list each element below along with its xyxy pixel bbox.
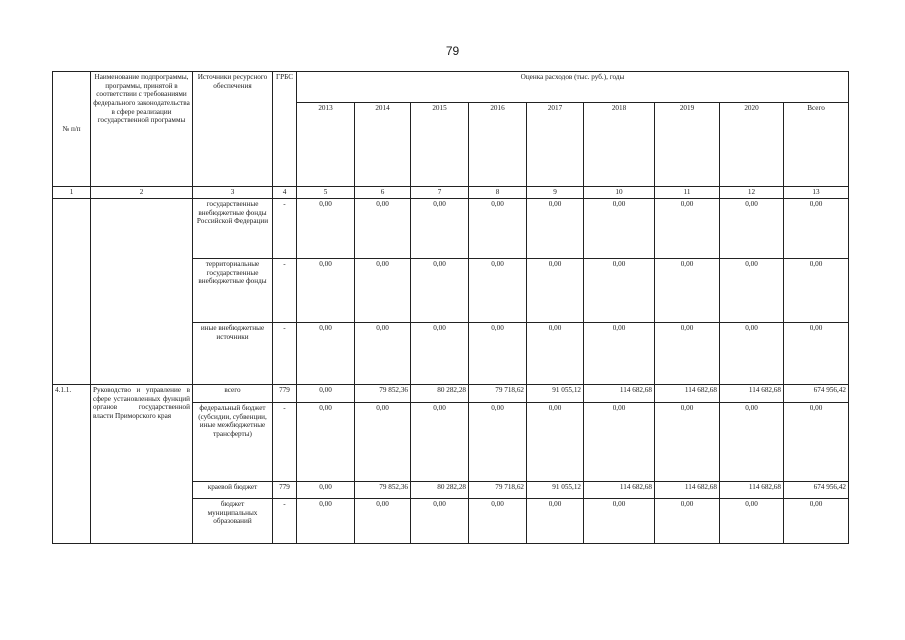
row-value: 0,00	[655, 323, 720, 385]
row-value: 0,00	[655, 403, 720, 482]
row-value: 0,00	[297, 199, 355, 259]
header-year: 2015	[411, 103, 469, 187]
row-value: 80 282,28	[411, 385, 469, 403]
row-value: 0,00	[297, 499, 355, 544]
row-value: 0,00	[411, 323, 469, 385]
row-grbs: 779	[273, 385, 297, 403]
row-value: 0,00	[584, 199, 655, 259]
row-value: 0,00	[527, 199, 584, 259]
row-value: 0,00	[469, 323, 527, 385]
row-value: 0,00	[469, 199, 527, 259]
header-total: Всего	[784, 103, 849, 187]
row-source: краевой бюджет	[193, 482, 273, 499]
row-source: бюджет муниципальных образований	[193, 499, 273, 544]
row-grbs: -	[273, 499, 297, 544]
row-num	[53, 199, 91, 385]
row-grbs: -	[273, 323, 297, 385]
header-sources: Источники ресурсного обеспечения	[193, 72, 273, 187]
row-value: 0,00	[584, 323, 655, 385]
header-year: 2017	[527, 103, 584, 187]
column-number: 10	[584, 187, 655, 199]
column-number: 7	[411, 187, 469, 199]
table-row	[53, 199, 849, 259]
row-value: 674 956,42	[784, 385, 849, 403]
column-number: 6	[355, 187, 411, 199]
row-value: 79 718,62	[469, 482, 527, 499]
table-row	[53, 385, 849, 403]
row-source: иные внебюджетные источники	[193, 323, 273, 385]
row-value: 114 682,68	[720, 385, 784, 403]
row-value: 114 682,68	[655, 482, 720, 499]
row-value: 0,00	[784, 199, 849, 259]
column-number: 8	[469, 187, 527, 199]
row-value: 0,00	[469, 499, 527, 544]
row-name: Руководство и управление в сфере установленных функций органов государственной власти Приморского края	[91, 385, 193, 544]
header-year: 2016	[469, 103, 527, 187]
column-number: 11	[655, 187, 720, 199]
row-value: 114 682,68	[584, 482, 655, 499]
row-value: 0,00	[655, 199, 720, 259]
row-value: 0,00	[527, 499, 584, 544]
row-value: 114 682,68	[720, 482, 784, 499]
row-value: 91 055,12	[527, 482, 584, 499]
column-number: 3	[193, 187, 273, 199]
row-value: 0,00	[355, 499, 411, 544]
header-year: 2019	[655, 103, 720, 187]
row-source: государственные внебюджетные фонды Российской Федерации	[193, 199, 273, 259]
row-value: 0,00	[411, 259, 469, 323]
row-source: федеральный бюджет (субсидии, субвенции, иные межбюджетные трансферты)	[193, 403, 273, 482]
row-value: 0,00	[655, 259, 720, 323]
header-year: 2018	[584, 103, 655, 187]
row-value: 0,00	[411, 199, 469, 259]
row-value: 0,00	[297, 385, 355, 403]
column-number: 13	[784, 187, 849, 199]
row-value: 0,00	[297, 403, 355, 482]
row-value: 0,00	[784, 403, 849, 482]
header-name: Наименование подпрограммы, программы, принятой в соответствии с требованиями федерального законодательства в сфере реализации государственной программы	[91, 72, 193, 187]
row-value: 0,00	[784, 499, 849, 544]
row-name	[91, 199, 193, 385]
row-value: 0,00	[784, 259, 849, 323]
page-number: 79	[445, 44, 460, 58]
row-value: 0,00	[411, 403, 469, 482]
row-value: 0,00	[355, 259, 411, 323]
row-value: 0,00	[720, 403, 784, 482]
row-value: 0,00	[355, 323, 411, 385]
row-grbs: 779	[273, 482, 297, 499]
header-num: № п/п	[53, 72, 91, 187]
column-number: 4	[273, 187, 297, 199]
row-source: территориальные государственные внебюджетные фонды	[193, 259, 273, 323]
header-year: 2020	[720, 103, 784, 187]
row-value: 79 718,62	[469, 385, 527, 403]
header-year: 2014	[355, 103, 411, 187]
row-value: 0,00	[784, 323, 849, 385]
row-num: 4.1.1.	[53, 385, 91, 544]
row-value: 79 852,36	[355, 385, 411, 403]
row-value: 91 055,12	[527, 385, 584, 403]
row-value: 0,00	[297, 323, 355, 385]
row-value: 0,00	[469, 403, 527, 482]
row-value: 0,00	[355, 403, 411, 482]
row-value: 114 682,68	[655, 385, 720, 403]
row-value: 0,00	[584, 499, 655, 544]
row-value: 0,00	[527, 403, 584, 482]
header-year: 2013	[297, 103, 355, 187]
row-value: 0,00	[469, 259, 527, 323]
column-number: 2	[91, 187, 193, 199]
row-value: 0,00	[720, 199, 784, 259]
budget-table	[52, 71, 849, 544]
row-value: 0,00	[527, 323, 584, 385]
column-number: 1	[53, 187, 91, 199]
row-value: 0,00	[297, 259, 355, 323]
row-value: 80 282,28	[411, 482, 469, 499]
row-value: 0,00	[355, 199, 411, 259]
row-value: 79 852,36	[355, 482, 411, 499]
row-value: 0,00	[411, 499, 469, 544]
column-number: 12	[720, 187, 784, 199]
header-estimate: Оценка расходов (тыс. руб.), годы	[297, 72, 849, 103]
row-value: 0,00	[584, 259, 655, 323]
row-value: 0,00	[584, 403, 655, 482]
row-value: 0,00	[297, 482, 355, 499]
column-number: 5	[297, 187, 355, 199]
row-value: 114 682,68	[584, 385, 655, 403]
row-grbs: -	[273, 403, 297, 482]
column-number: 9	[527, 187, 584, 199]
row-source: всего	[193, 385, 273, 403]
row-value: 674 956,42	[784, 482, 849, 499]
row-value: 0,00	[720, 259, 784, 323]
header-grbs: ГРБС	[273, 72, 297, 187]
header-row	[53, 72, 849, 103]
row-grbs: -	[273, 199, 297, 259]
row-grbs: -	[273, 259, 297, 323]
row-value: 0,00	[527, 259, 584, 323]
row-value: 0,00	[655, 499, 720, 544]
row-value: 0,00	[720, 499, 784, 544]
column-number-row	[53, 187, 849, 199]
row-value: 0,00	[720, 323, 784, 385]
